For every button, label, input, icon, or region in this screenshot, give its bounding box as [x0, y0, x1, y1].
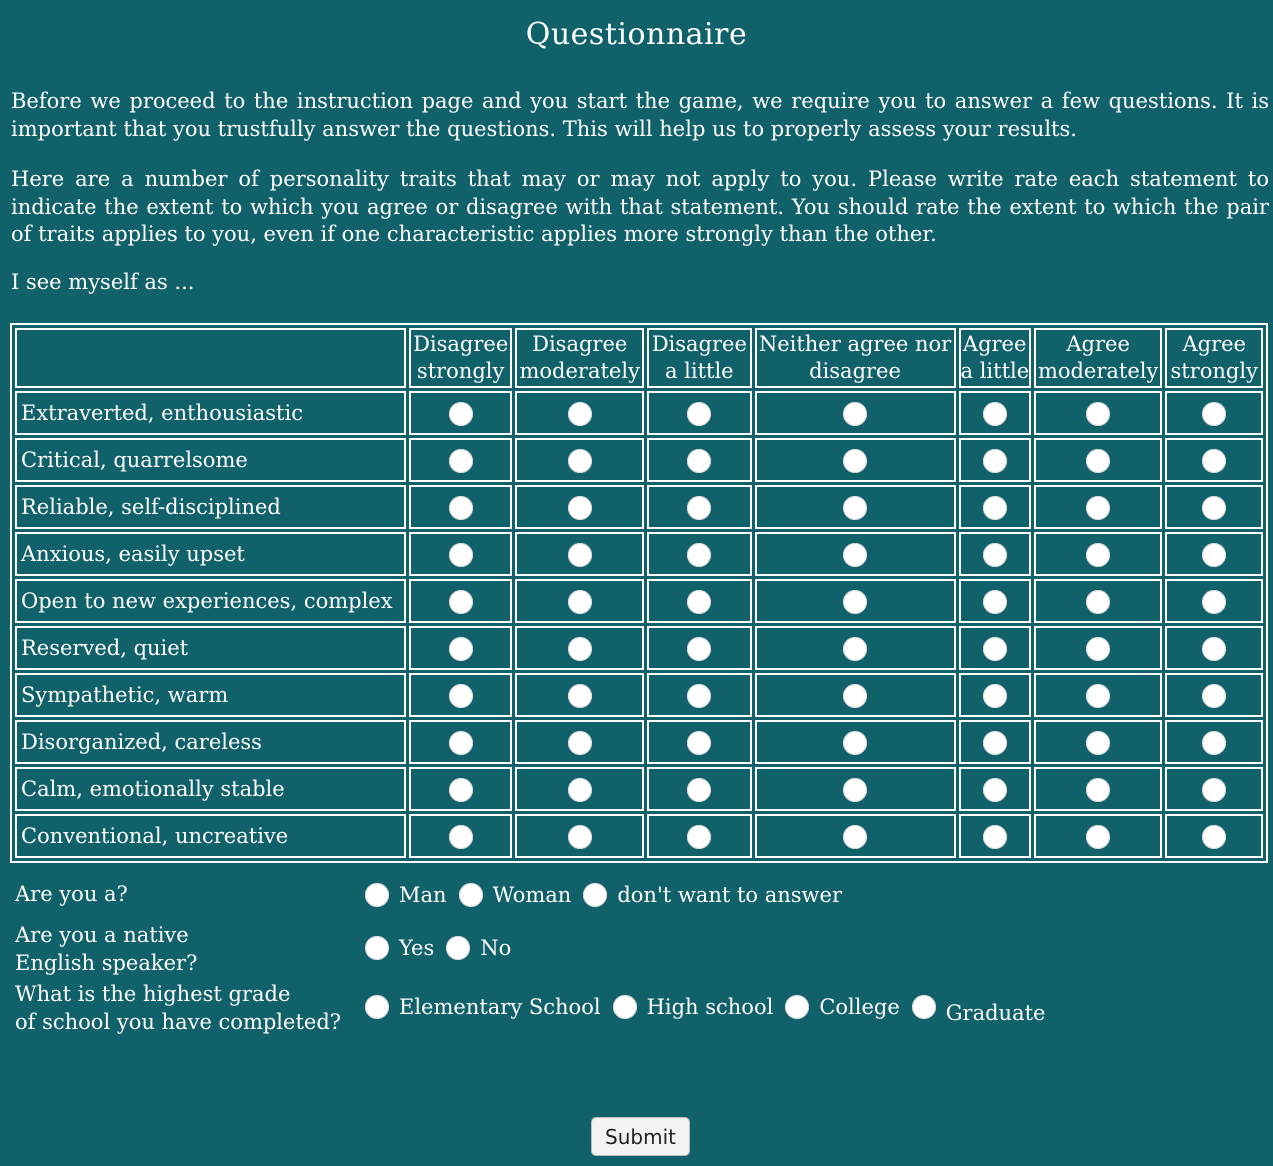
rating-radio[interactable] — [1086, 731, 1110, 755]
rating-radio[interactable] — [568, 449, 592, 473]
rating-radio[interactable] — [843, 590, 867, 614]
page-title: Questionnaire — [525, 17, 748, 52]
rating-cell — [1165, 720, 1263, 764]
rating-radio[interactable] — [1086, 496, 1110, 520]
education-radio[interactable] — [785, 995, 809, 1019]
rating-radio[interactable] — [568, 731, 592, 755]
rating-radio[interactable] — [983, 731, 1007, 755]
trait-row — [15, 532, 1263, 576]
rating-cell — [515, 814, 644, 858]
native-speaker-options — [365, 934, 523, 961]
rating-cell — [409, 767, 513, 811]
rating-radio[interactable] — [1202, 637, 1226, 661]
rating-cell — [755, 532, 956, 576]
trait-row — [15, 391, 1263, 435]
rating-radio[interactable] — [843, 496, 867, 520]
rating-cell — [1165, 673, 1263, 717]
rating-radio[interactable] — [1202, 778, 1226, 802]
rating-radio[interactable] — [449, 731, 473, 755]
native-radio[interactable] — [365, 936, 389, 960]
education-radio[interactable] — [613, 995, 637, 1019]
rating-cell — [647, 814, 752, 858]
rating-cell — [959, 391, 1031, 435]
rating-radio[interactable] — [1202, 496, 1226, 520]
trait-label: Sympathetic, warm — [15, 673, 406, 717]
rating-radio[interactable] — [1086, 637, 1110, 661]
rating-radio[interactable] — [843, 543, 867, 567]
rating-cell — [647, 579, 752, 623]
rating-radio[interactable] — [568, 825, 592, 849]
rating-radio[interactable] — [983, 637, 1007, 661]
instructions-paragraph: Here are a number of personality traits that may or may not apply to you. Please write rate each statement to indicate the extent to which you agree or disagree with that statement. You should rate the extent to which the pair of traits applies to you, even if one characteristic applies more strongly than the other. — [11, 167, 1269, 246]
rating-radio[interactable] — [843, 637, 867, 661]
intro-paragraph: Before we proceed to the instruction page and you start the game, we require you to answer a few questions. It is important that you trustfully answer the questions. This will help us to properly assess your results. — [11, 89, 1269, 141]
rating-radio[interactable] — [449, 590, 473, 614]
gender-radio[interactable] — [365, 883, 389, 907]
scale-header-row — [15, 328, 1263, 388]
rating-radio[interactable] — [1086, 684, 1110, 708]
rating-radio[interactable] — [687, 684, 711, 708]
rating-radio[interactable] — [983, 778, 1007, 802]
rating-radio[interactable] — [687, 496, 711, 520]
rating-radio[interactable] — [687, 590, 711, 614]
scale-prompt: I see myself as ... — [11, 270, 195, 294]
rating-radio[interactable] — [568, 543, 592, 567]
rating-cell — [959, 814, 1031, 858]
rating-cell — [959, 720, 1031, 764]
rating-radio[interactable] — [449, 825, 473, 849]
rating-cell — [515, 626, 644, 670]
education-option-graduate[interactable]: Graduate — [912, 995, 1046, 1019]
rating-cell — [1165, 579, 1263, 623]
rating-radio[interactable] — [687, 825, 711, 849]
rating-radio[interactable] — [983, 543, 1007, 567]
rating-cell — [755, 673, 956, 717]
rating-radio[interactable] — [568, 590, 592, 614]
rating-radio[interactable] — [687, 637, 711, 661]
trait-row — [15, 720, 1263, 764]
rating-radio[interactable] — [687, 778, 711, 802]
rating-cell — [1165, 814, 1263, 858]
trait-row — [15, 485, 1263, 529]
rating-cell — [647, 626, 752, 670]
rating-radio[interactable] — [449, 543, 473, 567]
gender-options — [365, 881, 854, 908]
rating-cell — [647, 720, 752, 764]
trait-row — [15, 814, 1263, 858]
trait-label: Reliable, self-disciplined — [15, 485, 406, 529]
education-question: What is the highest grade of school you have completed? — [15, 982, 342, 1034]
native-option-yes[interactable]: Yes — [365, 936, 434, 960]
rating-cell — [515, 532, 644, 576]
rating-radio[interactable] — [843, 731, 867, 755]
native-option-no[interactable]: No — [446, 936, 511, 960]
trait-label: Disorganized, careless — [15, 720, 406, 764]
trait-label: Critical, quarrelsome — [15, 438, 406, 482]
rating-radio[interactable] — [983, 402, 1007, 426]
rating-cell — [409, 438, 513, 482]
rating-cell — [959, 767, 1031, 811]
rating-radio[interactable] — [449, 684, 473, 708]
rating-radio[interactable] — [449, 778, 473, 802]
rating-radio[interactable] — [568, 496, 592, 520]
trait-label: Calm, emotionally stable — [15, 767, 406, 811]
rating-cell — [409, 673, 513, 717]
rating-cell — [515, 720, 644, 764]
column-header: Agree a little — [959, 328, 1031, 388]
rating-cell — [1165, 626, 1263, 670]
rating-radio[interactable] — [449, 449, 473, 473]
gender-option-woman[interactable]: Woman — [459, 883, 572, 907]
trait-row — [15, 626, 1263, 670]
rating-cell — [755, 485, 956, 529]
rating-radio[interactable] — [983, 684, 1007, 708]
rating-radio[interactable] — [687, 543, 711, 567]
rating-radio[interactable] — [1202, 590, 1226, 614]
rating-cell — [1165, 485, 1263, 529]
rating-cell — [755, 391, 956, 435]
rating-cell — [959, 532, 1031, 576]
rating-radio[interactable] — [843, 449, 867, 473]
education-option-college[interactable]: College — [785, 995, 899, 1019]
trait-row — [15, 767, 1263, 811]
education-option-high-school[interactable]: High school — [613, 995, 774, 1019]
rating-radio[interactable] — [1086, 402, 1110, 426]
education-radio[interactable] — [365, 995, 389, 1019]
rating-cell — [1034, 720, 1163, 764]
rating-cell — [1165, 532, 1263, 576]
rating-cell — [1034, 579, 1163, 623]
rating-radio[interactable] — [983, 590, 1007, 614]
rating-cell — [959, 673, 1031, 717]
rating-radio[interactable] — [1202, 825, 1226, 849]
rating-cell — [647, 438, 752, 482]
rating-cell — [647, 767, 752, 811]
rating-radio[interactable] — [983, 496, 1007, 520]
rating-cell — [409, 626, 513, 670]
trait-label: Open to new experiences, complex — [15, 579, 406, 623]
rating-cell — [1034, 767, 1163, 811]
rating-radio[interactable] — [1202, 731, 1226, 755]
rating-cell — [409, 579, 513, 623]
rating-radio[interactable] — [983, 825, 1007, 849]
rating-cell — [1165, 438, 1263, 482]
education-option-elementary[interactable]: Elementary School — [365, 995, 601, 1019]
rating-radio[interactable] — [1086, 590, 1110, 614]
trait-row — [15, 673, 1263, 717]
rating-cell — [515, 391, 644, 435]
rating-radio[interactable] — [1202, 684, 1226, 708]
rating-cell — [409, 532, 513, 576]
rating-radio[interactable] — [687, 731, 711, 755]
rating-cell — [409, 720, 513, 764]
trait-label: Conventional, uncreative — [15, 814, 406, 858]
rating-radio[interactable] — [1086, 543, 1110, 567]
rating-cell — [1165, 391, 1263, 435]
gender-option-man[interactable]: Man — [365, 883, 447, 907]
rating-radio[interactable] — [843, 684, 867, 708]
rating-cell — [755, 720, 956, 764]
rating-cell — [409, 391, 513, 435]
rating-radio[interactable] — [568, 637, 592, 661]
trait-label: Anxious, easily upset — [15, 532, 406, 576]
rating-cell — [959, 626, 1031, 670]
rating-radio[interactable] — [843, 778, 867, 802]
trait-label: Extraverted, enthousiastic — [15, 391, 406, 435]
rating-cell — [755, 767, 956, 811]
rating-radio[interactable] — [1086, 778, 1110, 802]
rating-radio[interactable] — [843, 825, 867, 849]
rating-radio[interactable] — [449, 637, 473, 661]
rating-cell — [647, 673, 752, 717]
trait-row — [15, 579, 1263, 623]
rating-cell — [515, 673, 644, 717]
native-radio[interactable] — [446, 936, 470, 960]
rating-cell — [1165, 767, 1263, 811]
column-header: Disagree strongly — [409, 328, 513, 388]
rating-radio[interactable] — [1202, 449, 1226, 473]
rating-radio[interactable] — [1086, 449, 1110, 473]
rating-cell — [515, 485, 644, 529]
rating-radio[interactable] — [568, 402, 592, 426]
rating-cell — [755, 579, 956, 623]
rating-cell — [515, 438, 644, 482]
column-header: Neither agree nor disagree — [755, 328, 956, 388]
rating-radio[interactable] — [449, 402, 473, 426]
column-header: Agree moderately — [1034, 328, 1163, 388]
gender-radio[interactable] — [583, 883, 607, 907]
header-empty-cell — [15, 328, 406, 388]
rating-cell — [755, 626, 956, 670]
rating-radio[interactable] — [983, 449, 1007, 473]
rating-cell — [1034, 626, 1163, 670]
rating-cell — [959, 485, 1031, 529]
rating-cell — [755, 814, 956, 858]
rating-cell — [755, 438, 956, 482]
gender-option-no-answer[interactable]: don't want to answer — [583, 883, 842, 907]
column-header: Disagree moderately — [515, 328, 644, 388]
submit-button[interactable]: Submit — [591, 1117, 690, 1156]
rating-radio[interactable] — [687, 402, 711, 426]
rating-radio[interactable] — [568, 684, 592, 708]
trait-label: Reserved, quiet — [15, 626, 406, 670]
rating-cell — [1034, 532, 1163, 576]
column-header: Disagree a little — [647, 328, 752, 388]
gender-radio[interactable] — [459, 883, 483, 907]
rating-cell — [1034, 438, 1163, 482]
rating-radio[interactable] — [568, 778, 592, 802]
rating-cell — [1034, 673, 1163, 717]
rating-cell — [959, 438, 1031, 482]
education-radio[interactable] — [912, 995, 936, 1019]
rating-cell — [409, 814, 513, 858]
rating-radio[interactable] — [1202, 543, 1226, 567]
personality-rating-table — [10, 323, 1268, 863]
trait-row — [15, 438, 1263, 482]
rating-radio[interactable] — [687, 449, 711, 473]
gender-question: Are you a? — [15, 882, 128, 906]
rating-cell — [1034, 391, 1163, 435]
rating-cell — [959, 579, 1031, 623]
rating-cell — [409, 485, 513, 529]
rating-radio[interactable] — [1086, 825, 1110, 849]
rating-radio[interactable] — [449, 496, 473, 520]
education-options — [365, 993, 1057, 1025]
rating-cell — [515, 579, 644, 623]
native-speaker-question: Are you a native English speaker? — [15, 923, 198, 975]
rating-cell — [1034, 485, 1163, 529]
rating-cell — [647, 532, 752, 576]
rating-radio[interactable] — [1202, 402, 1226, 426]
column-header: Agree strongly — [1165, 328, 1263, 388]
rating-cell — [647, 391, 752, 435]
rating-cell — [515, 767, 644, 811]
rating-radio[interactable] — [843, 402, 867, 426]
rating-cell — [1034, 814, 1163, 858]
rating-cell — [647, 485, 752, 529]
